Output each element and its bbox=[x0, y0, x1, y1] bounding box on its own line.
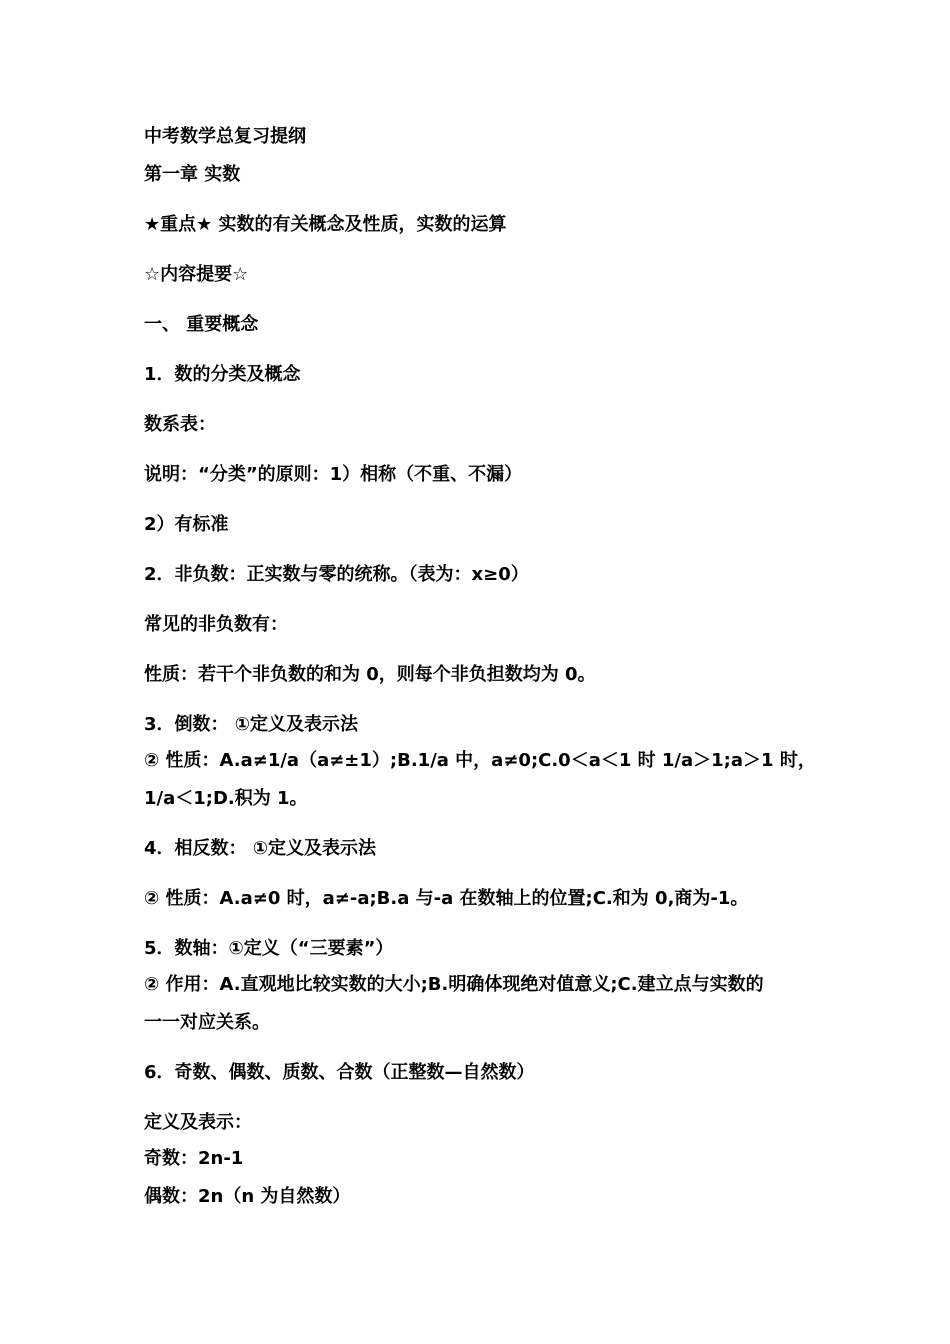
axis-use-line-1: ② 作用：A.直观地比较实数的大小;B.明确体现绝对值意义;C.建立点与实数的 bbox=[144, 974, 764, 995]
definition-label: 定义及表示： bbox=[144, 1112, 252, 1133]
number-table-label: 数系表： bbox=[144, 414, 216, 435]
summary-header: ☆内容提要☆ bbox=[144, 264, 249, 285]
document-title: 中考数学总复习提纲 bbox=[144, 126, 306, 147]
axis-use-line-2: 一一对应关系。 bbox=[144, 1012, 270, 1033]
item-4-heading: 4．相反数： ①定义及表示法 bbox=[144, 838, 377, 859]
item-1-heading: 1．数的分类及概念 bbox=[144, 364, 301, 385]
section-heading-1: 一、 重要概念 bbox=[144, 314, 259, 335]
item-6-heading: 6．奇数、偶数、质数、合数（正整数—自然数） bbox=[144, 1062, 535, 1083]
nonnegative-property-line: 性质：若干个非负数的和为 0，则每个非负担数均为 0。 bbox=[144, 664, 596, 685]
reciprocal-property-line-1: ② 性质：A.a≠1/a（a≠±1）;B.1/a 中，a≠0;C.0＜a＜1 时 1/a＞1;a＞1 时， bbox=[144, 750, 816, 771]
item-2-heading: 2．非负数：正实数与零的统称。（表为：x≥0） bbox=[144, 564, 529, 585]
item-5-heading: 5．数轴：①定义（“三要素”） bbox=[144, 938, 394, 959]
opposite-property-line: ② 性质：A.a≠0 时，a≠-a;B.a 与-a 在数轴上的位置;C.和为 0,商为-1。 bbox=[144, 888, 749, 909]
key-points-line: ★重点★ 实数的有关概念及性质，实数的运算 bbox=[144, 214, 507, 235]
explanation-line-2: 2）有标准 bbox=[144, 514, 229, 535]
reciprocal-property-line-2: 1/a＜1;D.积为 1。 bbox=[144, 788, 308, 809]
item-3-heading: 3．倒数： ①定义及表示法 bbox=[144, 714, 359, 735]
explanation-line-1: 说明：“分类”的原则：1）相称（不重、不漏） bbox=[144, 464, 523, 485]
chapter-heading: 第一章 实数 bbox=[144, 164, 241, 185]
even-number-line: 偶数：2n（n 为自然数） bbox=[144, 1186, 351, 1207]
odd-number-line: 奇数：2n-1 bbox=[144, 1148, 244, 1169]
common-nonnegative-line: 常见的非负数有： bbox=[144, 614, 288, 635]
